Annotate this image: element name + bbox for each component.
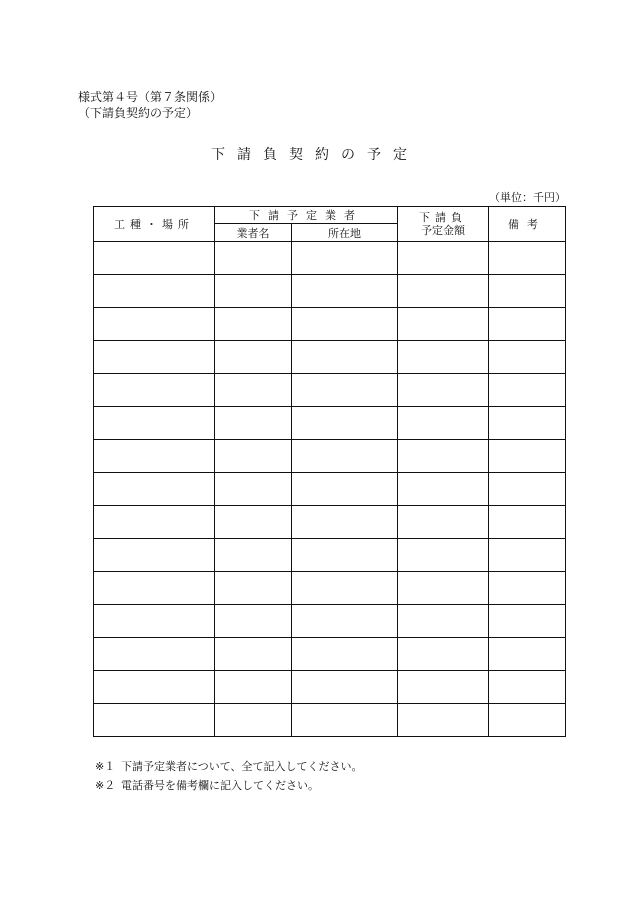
table-row (94, 440, 566, 473)
cell-remarks[interactable] (489, 572, 566, 605)
cell-contractor-name[interactable] (215, 539, 292, 572)
cell-location[interactable] (292, 275, 398, 308)
cell-planned-amount[interactable] (398, 539, 489, 572)
subcontract-schedule-table (93, 206, 566, 737)
cell-planned-amount[interactable] (398, 605, 489, 638)
document-title: 下請負契約の予定 (211, 147, 419, 163)
cell-contractor-name[interactable] (215, 242, 292, 275)
notes (95, 757, 363, 795)
table-row (94, 242, 566, 275)
cell-work-location[interactable] (94, 506, 215, 539)
cell-location[interactable] (292, 473, 398, 506)
header-planned-amount (398, 207, 489, 242)
table-row (94, 704, 566, 737)
cell-remarks[interactable] (489, 341, 566, 374)
cell-remarks[interactable] (489, 308, 566, 341)
table-row (94, 539, 566, 572)
cell-work-location[interactable] (94, 275, 215, 308)
cell-planned-amount[interactable] (398, 242, 489, 275)
note-2 (95, 776, 363, 795)
cell-work-location[interactable] (94, 473, 215, 506)
cell-contractor-name[interactable] (215, 440, 292, 473)
note-1 (95, 757, 363, 776)
table-row (94, 671, 566, 704)
cell-location[interactable] (292, 374, 398, 407)
cell-location[interactable] (292, 440, 398, 473)
cell-location[interactable] (292, 704, 398, 737)
cell-location[interactable] (292, 605, 398, 638)
cell-planned-amount[interactable] (398, 407, 489, 440)
cell-work-location[interactable] (94, 638, 215, 671)
cell-location[interactable] (292, 341, 398, 374)
cell-work-location[interactable] (94, 374, 215, 407)
table-body (94, 242, 566, 737)
cell-planned-amount[interactable] (398, 374, 489, 407)
cell-remarks[interactable] (489, 539, 566, 572)
cell-location[interactable] (292, 506, 398, 539)
cell-work-location[interactable] (94, 671, 215, 704)
cell-work-location[interactable] (94, 539, 215, 572)
unit-note: （単位：千円） (489, 191, 566, 204)
cell-planned-amount[interactable] (398, 506, 489, 539)
cell-contractor-name[interactable] (215, 308, 292, 341)
cell-planned-amount[interactable] (398, 638, 489, 671)
cell-contractor-name[interactable] (215, 605, 292, 638)
cell-contractor-name[interactable] (215, 341, 292, 374)
header-remarks: 備考 (489, 207, 566, 242)
table-header (94, 207, 566, 242)
cell-remarks[interactable] (489, 473, 566, 506)
cell-contractor-name[interactable] (215, 374, 292, 407)
cell-location[interactable] (292, 671, 398, 704)
cell-remarks[interactable] (489, 671, 566, 704)
cell-remarks[interactable] (489, 275, 566, 308)
cell-planned-amount[interactable] (398, 275, 489, 308)
cell-remarks[interactable] (489, 638, 566, 671)
cell-location[interactable] (292, 407, 398, 440)
table-row (94, 341, 566, 374)
cell-planned-amount[interactable] (398, 572, 489, 605)
cell-work-location[interactable] (94, 341, 215, 374)
table-row (94, 275, 566, 308)
cell-work-location[interactable] (94, 308, 215, 341)
note-1-text: 下請予定業者について、全て記入してください。 (121, 760, 363, 773)
cell-remarks[interactable] (489, 374, 566, 407)
cell-contractor-name[interactable] (215, 704, 292, 737)
cell-location[interactable] (292, 539, 398, 572)
cell-contractor-name[interactable] (215, 638, 292, 671)
cell-location[interactable] (292, 242, 398, 275)
cell-location[interactable] (292, 572, 398, 605)
cell-work-location[interactable] (94, 572, 215, 605)
cell-work-location[interactable] (94, 704, 215, 737)
cell-contractor-name[interactable] (215, 473, 292, 506)
table-row (94, 407, 566, 440)
cell-remarks[interactable] (489, 242, 566, 275)
cell-planned-amount[interactable] (398, 671, 489, 704)
table-row (94, 605, 566, 638)
header-work-location: 工種・場所 (94, 207, 215, 242)
cell-contractor-name[interactable] (215, 275, 292, 308)
cell-contractor-name[interactable] (215, 506, 292, 539)
cell-planned-amount[interactable] (398, 440, 489, 473)
cell-planned-amount[interactable] (398, 341, 489, 374)
header-amount-line2: 予定金額 (421, 224, 465, 237)
cell-remarks[interactable] (489, 440, 566, 473)
header-amount-line1: 下請負 (419, 211, 467, 224)
cell-contractor-name[interactable] (215, 407, 292, 440)
table-row (94, 308, 566, 341)
cell-remarks[interactable] (489, 407, 566, 440)
header-contractor-group: 下請予定業者 (215, 207, 398, 224)
cell-planned-amount[interactable] (398, 308, 489, 341)
table-row (94, 374, 566, 407)
note-2-mark: ※２ (95, 779, 116, 792)
table-row (94, 572, 566, 605)
note-2-text: 電話番号を備考欄に記入してください。 (121, 779, 319, 792)
cell-location[interactable] (292, 308, 398, 341)
cell-work-location[interactable] (94, 440, 215, 473)
cell-remarks[interactable] (489, 506, 566, 539)
cell-contractor-name[interactable] (215, 572, 292, 605)
cell-location[interactable] (292, 638, 398, 671)
cell-planned-amount[interactable] (398, 704, 489, 737)
table-row (94, 506, 566, 539)
cell-work-location[interactable] (94, 242, 215, 275)
cell-remarks[interactable] (489, 704, 566, 737)
cell-work-location[interactable] (94, 605, 215, 638)
header-contractor-name: 業者名 (215, 224, 292, 242)
cell-work-location[interactable] (94, 407, 215, 440)
form-subtitle: （下請負契約の予定） (78, 106, 199, 120)
cell-contractor-name[interactable] (215, 671, 292, 704)
header-location: 所在地 (292, 224, 398, 242)
cell-planned-amount[interactable] (398, 473, 489, 506)
table-row (94, 473, 566, 506)
cell-remarks[interactable] (489, 605, 566, 638)
note-1-mark: ※１ (95, 760, 116, 773)
form-number: 様式第４号（第７条関係） (78, 90, 223, 104)
table-row (94, 638, 566, 671)
